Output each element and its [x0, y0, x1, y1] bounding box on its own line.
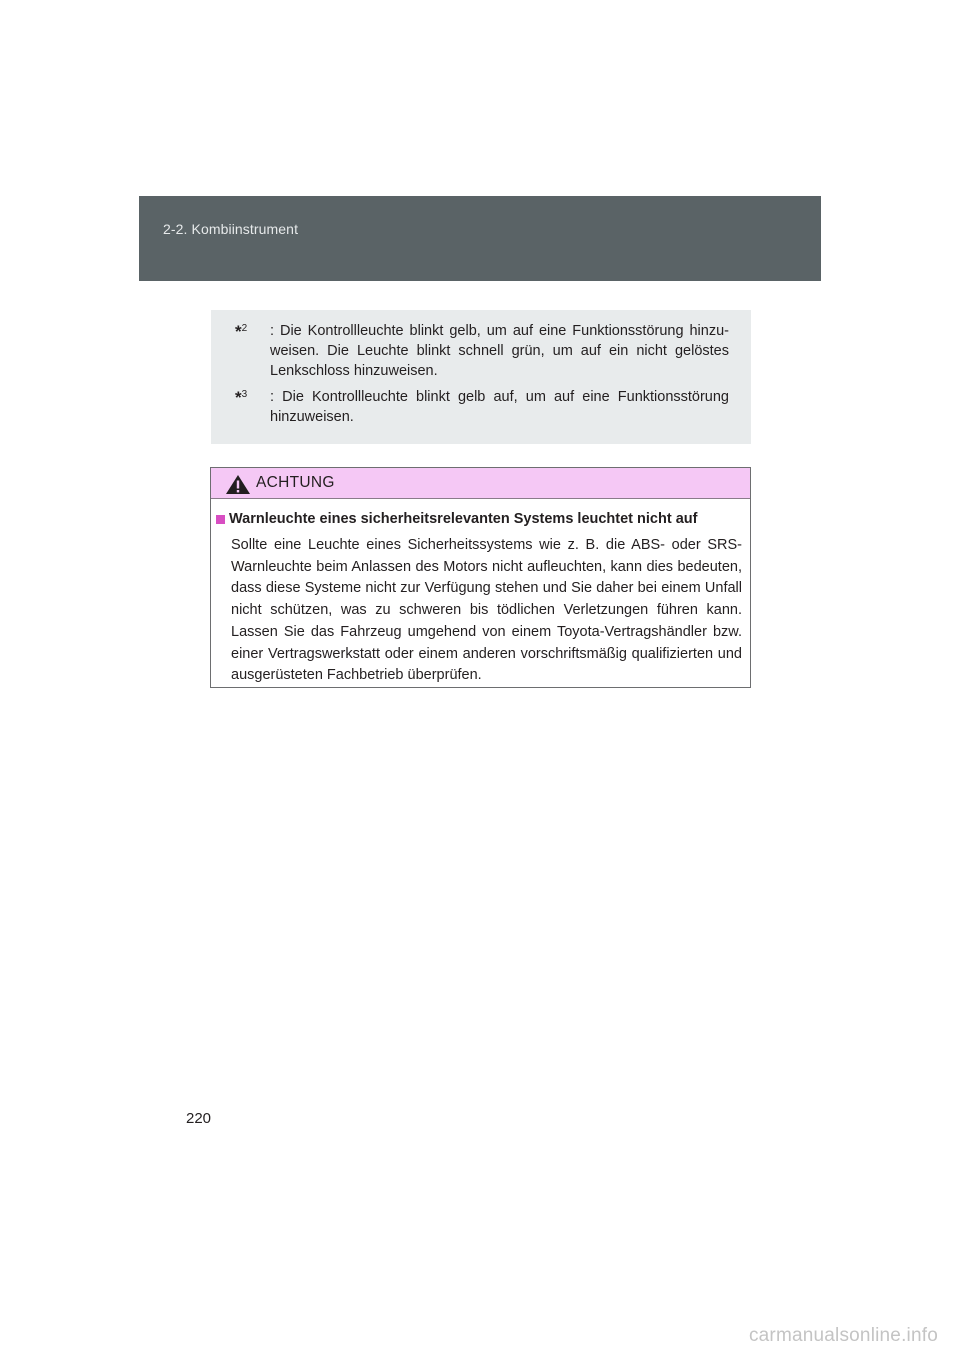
- warning-text: Sollte eine Leuchte eines Sicherheitssystems wie z. B. die ABS- oder SRS-Warnleuchte beim Anlassen des Motors nicht aufleuchten, kann dies bedeuten, dass diese Systeme nicht zur Verfügung stehen und Sie daher bei einem Unfall nicht schützen, was zu schweren bis tödlichen Verletzungen führen kann. Lassen Sie das Fahrzeug umgehend von einem Toyota-Vertragshändler bzw. einer Vertragswerkstatt oder einem anderen vorschriftsmäßig qualifizierten und ausgerüsteten Fachbetrieb überprüfen.: [231, 537, 742, 684]
- section-title: 2-2. Kombiinstrument: [163, 221, 299, 237]
- chapter-header-band: [139, 196, 821, 281]
- footnote-text: : Die Kontrollleuchte blinkt gelb, um auf eine Funktionsstörung hinzuweisen. Die Leuchte blinkt schnell grün, um auf ein nicht gelöstes Lenkschloss hinzuweisen.: [270, 323, 729, 379]
- footnote-3: [235, 387, 729, 427]
- footnote-2: [235, 321, 729, 381]
- footnote-marker: *$^3$: [235, 388, 248, 407]
- warning-box: [210, 467, 751, 688]
- square-bullet-icon: [216, 515, 225, 524]
- watermark: carmanualsonline.info: [748, 1325, 938, 1346]
- warning-triangle-icon: [225, 474, 251, 495]
- warning-subheading: Warnleuchte eines sicherheitsrelevanten Systems leuchtet nicht auf: [216, 511, 742, 527]
- warning-body: [211, 499, 750, 687]
- warning-title: ACHTUNG: [256, 474, 335, 491]
- page-number: 220: [186, 1110, 212, 1127]
- footnote-marker: *$^2$: [235, 322, 248, 341]
- footnote-text: : Die Kontrollleuchte blinkt gelb auf, um auf eine Funktionsstörung hinzuweisen.: [270, 389, 729, 425]
- warning-header: [211, 468, 750, 499]
- footnotes-box: [211, 310, 751, 444]
